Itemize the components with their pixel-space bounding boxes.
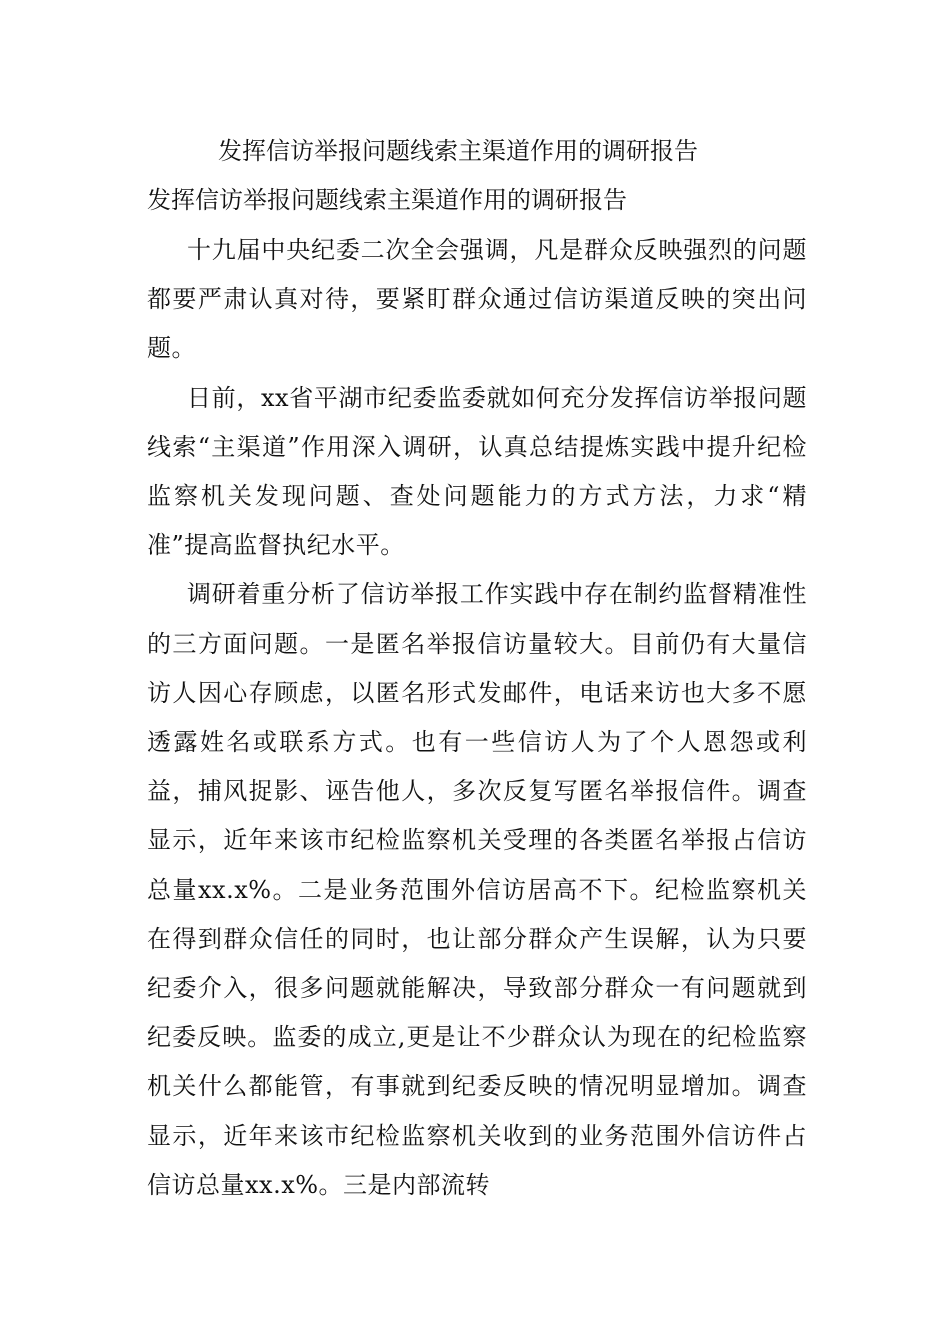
document-subtitle: 发挥信访举报问题线索主渠道作用的调研报告 [147,186,627,214]
document-title: 发挥信访举报问题线索主渠道作用的调研报告 [218,137,698,165]
paragraph-2: 日前，xx省平湖市纪委监委就如何充分发挥信访举报问题线索“主渠道”作用深入调研，认真总结提炼实践中提升纪检监察机关发现问题、查处问题能力的方式方法，力求“精准”提高监督执纪水平。 [147,383,807,560]
paragraph-3: 调研着重分析了信访举报工作实践中存在制约监督精准性的三方面问题。一是匿名举报信访量较大。目前仍有大量信访人因心存顾虑，以匿名形式发邮件，电话来访也大多不愿透露姓名或联系方式。也有一些信访人为了个人恩怨或利益，捕风捉影、诬告他人，多次反复写匿名举报信件。调查显示，近年来该市纪检监察机关受理的各类匿名举报占信访总量xx.x%。二是业务范围外信访居高不下。纪检监察机关在得到群众信任的同时，也让部分群众产生误解，认为只要纪委介入，很多问题就能解决，导致部分群众一有问题就到纪委反映。监委的成立,更是让不少群众认为现在的纪检监察机关什么都能管，有事就到纪委反映的情况明显增加。调查显示，近年来该市纪检监察机关收到的业务范围外信访件占信访总量xx.x%。三是内部流转 [147,580,807,1199]
document-body [147,226,807,1210]
paragraph-1: 十九届中央纪委二次全会强调，凡是群众反映强烈的问题都要严肃认真对待，要紧盯群众通过信访渠道反映的突出问题。 [147,236,807,363]
